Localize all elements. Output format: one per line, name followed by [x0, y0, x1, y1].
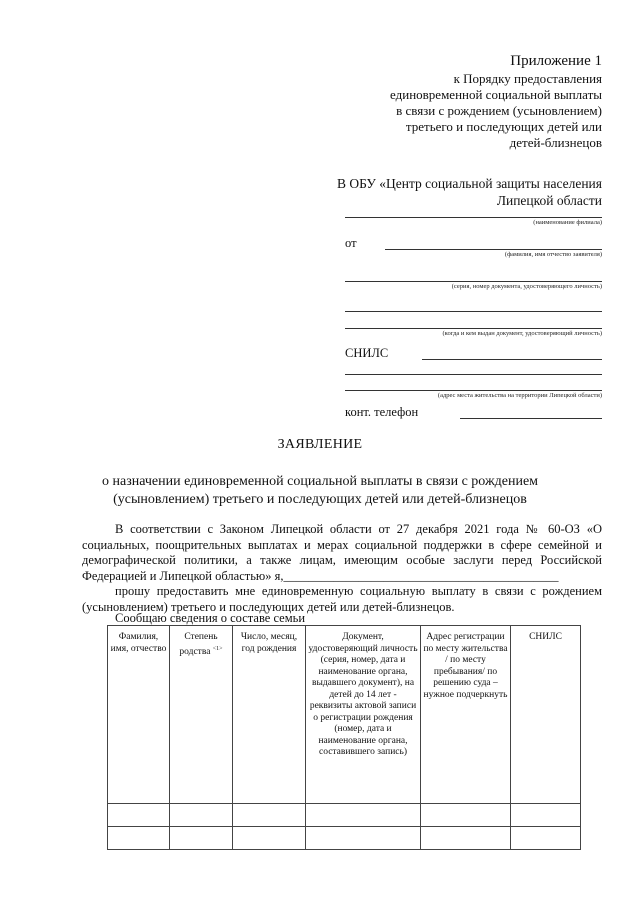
statement-subtitle — [70, 473, 570, 509]
name-hint: (фамилия, имя отчество заявителя) — [504, 251, 602, 258]
col-header-address: Адрес регистрации по месту жительства / по месту пребывания/ по решению суда – нужное подчеркнуть — [421, 626, 511, 804]
table-header-row — [108, 626, 581, 804]
address-line-2[interactable] — [345, 390, 602, 391]
p2-line2: (усыновлением) третьего и последующих детей или детей-близнецов. — [82, 599, 455, 614]
table-cell[interactable] — [108, 804, 170, 827]
col-header-relation: Степень родства $^{<1>}$ — [170, 626, 233, 804]
table-cell[interactable] — [233, 804, 306, 827]
address-hint: (адрес места жительства на территории Липецкой области) — [437, 392, 602, 399]
annex-line: единовременной социальной выплаты — [390, 87, 602, 102]
phone-line[interactable] — [460, 418, 602, 419]
p1-line4 — [82, 569, 602, 585]
table-cell[interactable] — [108, 827, 170, 850]
p1-line3: демографической политики, а также лицам, имеющим особые заслуги перед Российской — [82, 553, 602, 567]
col-header-snils: СНИЛС — [511, 626, 581, 804]
addressee-line1: В ОБУ «Центр социальной защиты населения — [336, 176, 602, 191]
subtitle-line2: (усыновлением) третьего и последующих детей или детей-близнецов — [113, 492, 527, 507]
from-label: от — [345, 236, 357, 250]
col-header-birthdate: Число, месяц, год рождения — [233, 626, 306, 804]
table-cell[interactable] — [306, 827, 421, 850]
statement-title: ЗАЯВЛЕНИЕ — [277, 437, 363, 452]
table-cell[interactable] — [421, 827, 511, 850]
snils-line[interactable] — [422, 359, 602, 360]
address-line-1[interactable] — [345, 374, 602, 375]
document-line[interactable] — [345, 281, 602, 282]
p1-line1: В соответствии с Законом Липецкой области от 27 декабря 2021 года № 60-ОЗ «О — [115, 522, 602, 536]
table-cell[interactable] — [511, 804, 581, 827]
table-row — [108, 827, 581, 850]
issued-hint: (когда и кем выдан документ, удостоверяющий личность) — [442, 330, 602, 337]
table-cell[interactable] — [421, 804, 511, 827]
p1-line4-text: Федерацией и Липецкой областью» я, — [82, 568, 284, 583]
col-header-name: Фамилия, имя, отчество — [108, 626, 170, 804]
p1-line2: социальных, поощрительных выплатах и мерах социальной поддержки в сфере семейной и — [82, 537, 602, 552]
family-intro: Сообщаю сведения о составе семьи — [115, 611, 306, 625]
family-table — [107, 625, 581, 850]
footnote-mark: <1> — [212, 645, 223, 652]
table-cell[interactable] — [233, 827, 306, 850]
table-cell[interactable] — [306, 804, 421, 827]
p2-line1: прошу предоставить мне единовременную социальную выплату в связи с рождением — [115, 584, 602, 598]
table-cell[interactable] — [511, 827, 581, 850]
issued-line-1[interactable] — [345, 311, 602, 312]
table-cell[interactable] — [170, 804, 233, 827]
applicant-fullname-blank[interactable]: ____________________________________________ — [283, 568, 559, 583]
addressee-line2: Липецкой области — [496, 193, 602, 208]
table-row — [108, 804, 581, 827]
table-cell[interactable] — [170, 827, 233, 850]
annex-line: третьего и последующих детей или — [405, 119, 602, 134]
branch-hint: (наименование филиала) — [533, 219, 602, 226]
issued-line-2[interactable] — [345, 328, 602, 329]
subtitle-line1: о назначении единовременной социальной выплаты в связи с рождением — [101, 474, 539, 489]
annex-line: к Порядку предоставления — [453, 71, 602, 86]
document-hint: (серия, номер документа, удостоверяющего личность) — [451, 283, 602, 290]
branch-line[interactable] — [345, 217, 602, 218]
annex-line: в связи с рождением (усыновлением) — [396, 103, 602, 118]
applicant-name-line[interactable] — [385, 249, 602, 250]
annex-title: Приложение 1 — [510, 53, 602, 69]
snils-label: СНИЛС — [345, 346, 389, 360]
addressee-block — [302, 175, 602, 209]
paragraph-1 — [82, 522, 602, 584]
annex-block — [302, 52, 602, 151]
phone-label: конт. телефон — [345, 405, 419, 419]
col-header-document: Документ, удостоверяющий личность (серия, номер, дата и наименование органа, выдавшего документ), на детей до 14 лет - реквизиты актовой записи о регистрации рождения (номер, дата и наименование органа, составившего запись) — [306, 626, 421, 804]
annex-line: детей-близнецов — [509, 135, 602, 150]
